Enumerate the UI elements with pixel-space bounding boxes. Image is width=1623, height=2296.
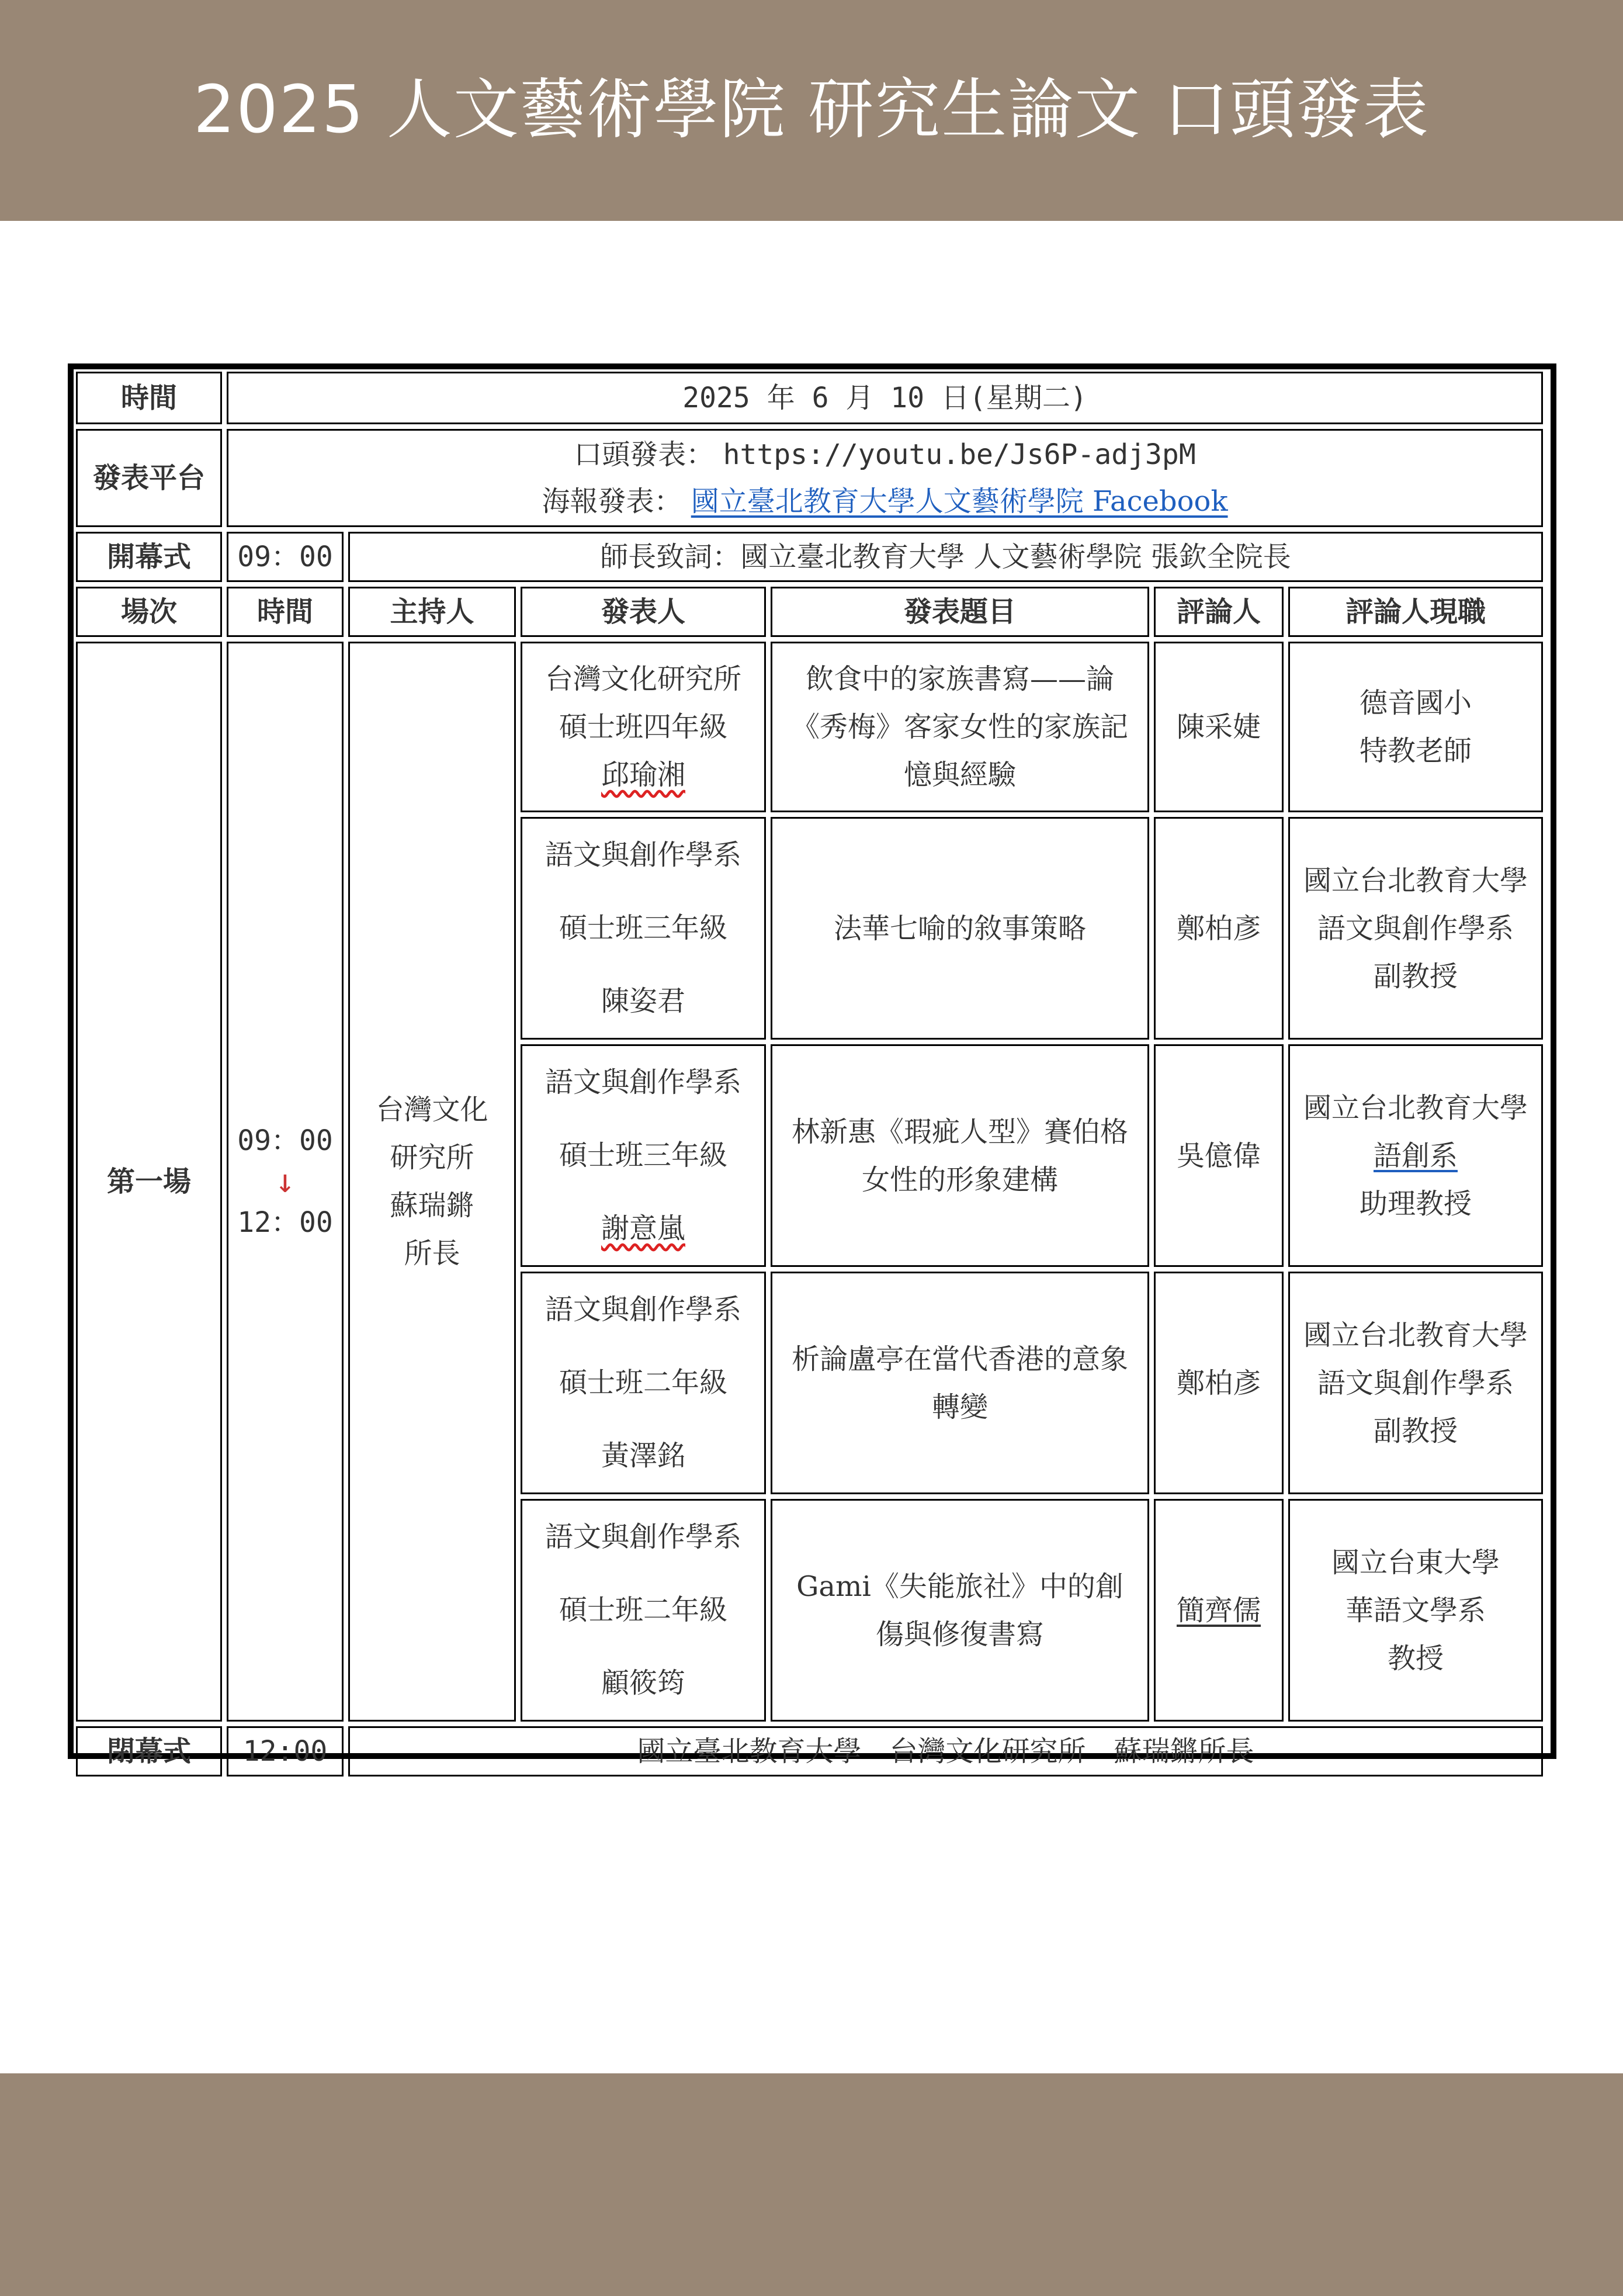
platform-label: 發表平台 <box>76 429 222 527</box>
topic-cell <box>771 642 1149 812</box>
presenter-dept: 語文與創作學系 <box>545 1521 741 1553</box>
opening-row <box>76 532 1543 582</box>
platform-row <box>76 429 1543 527</box>
footer-banner <box>0 2073 1623 2296</box>
reviewer-name: 簡齊儒 <box>1176 1594 1261 1627</box>
position-line: 副教授 <box>1373 960 1458 993</box>
topic-text: 林新惠《瑕疵人型》賽伯格女性的形象建構 <box>791 1115 1128 1196</box>
position-line: 國立台北教育大學 <box>1303 1091 1528 1124</box>
position-cell <box>1288 817 1543 1040</box>
session-time <box>227 642 344 1722</box>
presenter-dept: 台灣文化研究所 <box>545 663 741 695</box>
date-row <box>76 372 1543 424</box>
header-host: 主持人 <box>348 587 516 637</box>
arrow-down-icon: ↓ <box>275 1162 295 1200</box>
position-line: 德音國小 <box>1359 687 1472 719</box>
presenter-cell <box>521 642 766 812</box>
header-session: 場次 <box>76 587 222 637</box>
opening-time: 09：00 <box>227 532 344 582</box>
table-row <box>76 642 1543 812</box>
opening-speech: 師長致詞：國立臺北教育大學 人文藝術學院 張欽全院長 <box>348 532 1543 582</box>
facebook-link[interactable]: 國立臺北教育大學人文藝術學院 Facebook <box>691 485 1228 518</box>
oral-label: 口頭發表： <box>574 438 715 471</box>
reviewer-cell: 陳采婕 <box>1154 642 1284 812</box>
position-cell <box>1288 1044 1543 1267</box>
position-line: 國立台北教育大學 <box>1303 864 1528 897</box>
reviewer-cell: 吳億偉 <box>1154 1044 1284 1267</box>
schedule-table <box>71 367 1548 1781</box>
presenter-name: 陳姿君 <box>601 985 685 1017</box>
position-line: 語創系 <box>1373 1139 1458 1172</box>
position-line: 特教老師 <box>1359 735 1472 767</box>
presenter-year: 碩士班四年級 <box>559 711 727 743</box>
closing-row <box>76 1726 1543 1776</box>
presenter-year: 碩士班三年級 <box>559 912 727 944</box>
topic-cell <box>771 1272 1149 1494</box>
topic-text: Gami《失能旅社》中的創傷與修復書寫 <box>796 1570 1123 1651</box>
position-cell <box>1288 1499 1543 1722</box>
session-time-start: 09：00 <box>237 1124 333 1157</box>
position-cell <box>1288 642 1543 812</box>
presenter-cell <box>521 1044 766 1267</box>
host-line: 台灣文化 <box>376 1093 488 1126</box>
topic-text: 法華七喻的敘事策略 <box>833 912 1086 945</box>
host-line: 蘇瑞鏘 <box>390 1189 474 1222</box>
presenter-dept: 語文與創作學系 <box>545 1066 741 1099</box>
platform-cell <box>227 429 1543 527</box>
header-banner <box>0 0 1623 221</box>
header-reviewer: 評論人 <box>1154 587 1284 637</box>
presenter-name: 邱瑜湘 <box>601 759 685 791</box>
position-line: 國立台北教育大學 <box>1303 1318 1528 1352</box>
topic-cell <box>771 817 1149 1040</box>
reviewer-cell: 鄭柏彥 <box>1154 817 1284 1040</box>
header-time: 時間 <box>227 587 344 637</box>
presenter-year: 碩士班二年級 <box>559 1594 727 1626</box>
oral-url[interactable]: https://youtu.be/Js6P-adj3pM <box>723 438 1196 471</box>
closing-label: 閉幕式 <box>76 1726 222 1776</box>
closing-text: 國立臺北教育大學 台灣文化研究所 蘇瑞鏘所長 <box>348 1726 1543 1776</box>
column-header-row <box>76 587 1543 637</box>
date-cell: 2025 年 6 月 10 日(星期二) <box>227 372 1543 424</box>
closing-time: 12:00 <box>227 1726 344 1776</box>
header-presenter: 發表人 <box>521 587 766 637</box>
header-topic: 發表題目 <box>771 587 1149 637</box>
session-name: 第一場 <box>76 642 222 1722</box>
presenter-name: 謝意嵐 <box>601 1212 685 1245</box>
presenter-cell <box>521 817 766 1040</box>
host-line: 所長 <box>404 1237 460 1270</box>
position-line: 語文與創作學系 <box>1317 912 1514 945</box>
reviewer-cell: 鄭柏彥 <box>1154 1272 1284 1494</box>
topic-cell <box>771 1044 1149 1267</box>
topic-text: 析論盧亭在當代香港的意象轉變 <box>791 1342 1128 1424</box>
host-line: 研究所 <box>390 1141 474 1174</box>
reviewer-cell <box>1154 1499 1284 1722</box>
presenter-cell <box>521 1499 766 1722</box>
position-line: 助理教授 <box>1359 1187 1472 1220</box>
time-label: 時間 <box>76 372 222 424</box>
session-time-end: 12：00 <box>237 1206 333 1239</box>
header-reviewer-position: 評論人現職 <box>1288 587 1543 637</box>
presenter-dept: 語文與創作學系 <box>545 1293 741 1326</box>
topic-cell <box>771 1499 1149 1722</box>
host-cell <box>348 642 516 1722</box>
presenter-name: 顧筱筠 <box>601 1667 685 1699</box>
position-cell <box>1288 1272 1543 1494</box>
presenter-cell <box>521 1272 766 1494</box>
topic-text: 飲食中的家族書寫——論《秀梅》客家女性的家族記憶與經驗 <box>791 663 1128 791</box>
position-line: 語文與創作學系 <box>1317 1366 1514 1400</box>
presenter-name: 黃澤銘 <box>601 1439 685 1472</box>
position-line: 華語文學系 <box>1345 1594 1486 1627</box>
presenter-year: 碩士班二年級 <box>559 1366 727 1399</box>
position-line: 教授 <box>1387 1642 1444 1675</box>
position-line: 國立台東大學 <box>1331 1546 1500 1579</box>
opening-label: 開幕式 <box>76 532 222 582</box>
position-line: 副教授 <box>1373 1414 1458 1447</box>
poster-label: 海報發表： <box>542 485 682 518</box>
presenter-year: 碩士班三年級 <box>559 1139 727 1172</box>
page-title: 2025 人文藝術學院 研究生論文 口頭發表 <box>193 71 1430 148</box>
presenter-dept: 語文與創作學系 <box>545 839 741 871</box>
